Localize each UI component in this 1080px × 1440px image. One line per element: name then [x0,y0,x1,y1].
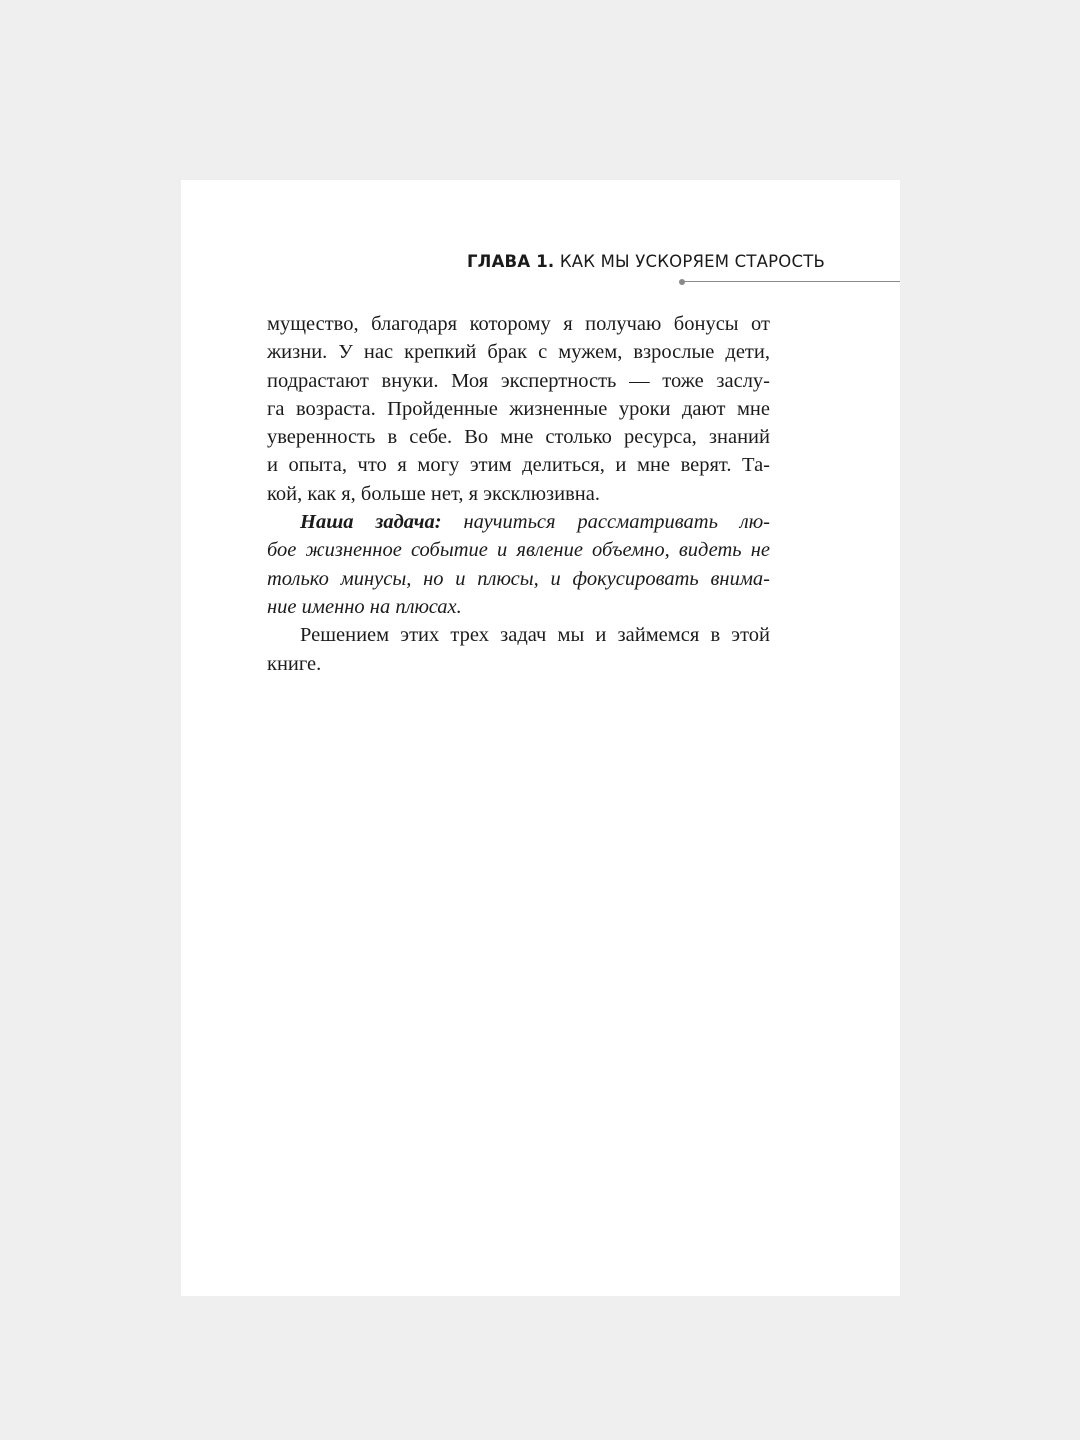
header-rule [683,281,900,282]
text-line: кой, как я, больше нет, я эксклюзивна. [267,482,600,505]
chapter-title: КАК МЫ УСКОРЯЕМ СТАРОСТЬ [559,252,825,271]
text-line: га возраста. Пройденные жизненные уроки дают мне [267,397,770,420]
text-line: ние именно на плюсах. [267,595,462,618]
text-line: книге. [267,652,322,675]
body-text [267,310,770,678]
text-line: подрастают внуки. Моя экспертность — тоже заслу- [267,369,770,392]
running-head [181,252,825,271]
text-line: жизни. У нас крепкий брак с мужем, взрослые дети, [267,341,770,364]
text-line: Решением этих трех задач мы и займемся в этой [300,624,770,647]
paragraph-1 [267,310,770,508]
text-line: бое жизненное событие и явление объемно, видеть не [267,539,770,562]
task-lead: Наша задача: [300,511,442,534]
text-line: только минусы, но и плюсы, и фокусировать внима- [267,567,770,590]
paragraph-2 [267,508,770,621]
chapter-label: ГЛАВА 1. [466,252,555,271]
text-line: уверенность в себе. Во мне столько ресурса, знаний [267,426,770,449]
text-line: мущество, благодаря которому я получаю бонусы от [267,313,770,335]
paragraph-3 [267,621,770,678]
header-rule-dot [679,279,685,285]
text-line [267,508,770,536]
book-page [181,180,900,1296]
task-text: научиться рассматривать лю- [441,511,770,534]
text-line: и опыта, что я могу этим делиться, и мне верят. Та- [267,454,770,477]
